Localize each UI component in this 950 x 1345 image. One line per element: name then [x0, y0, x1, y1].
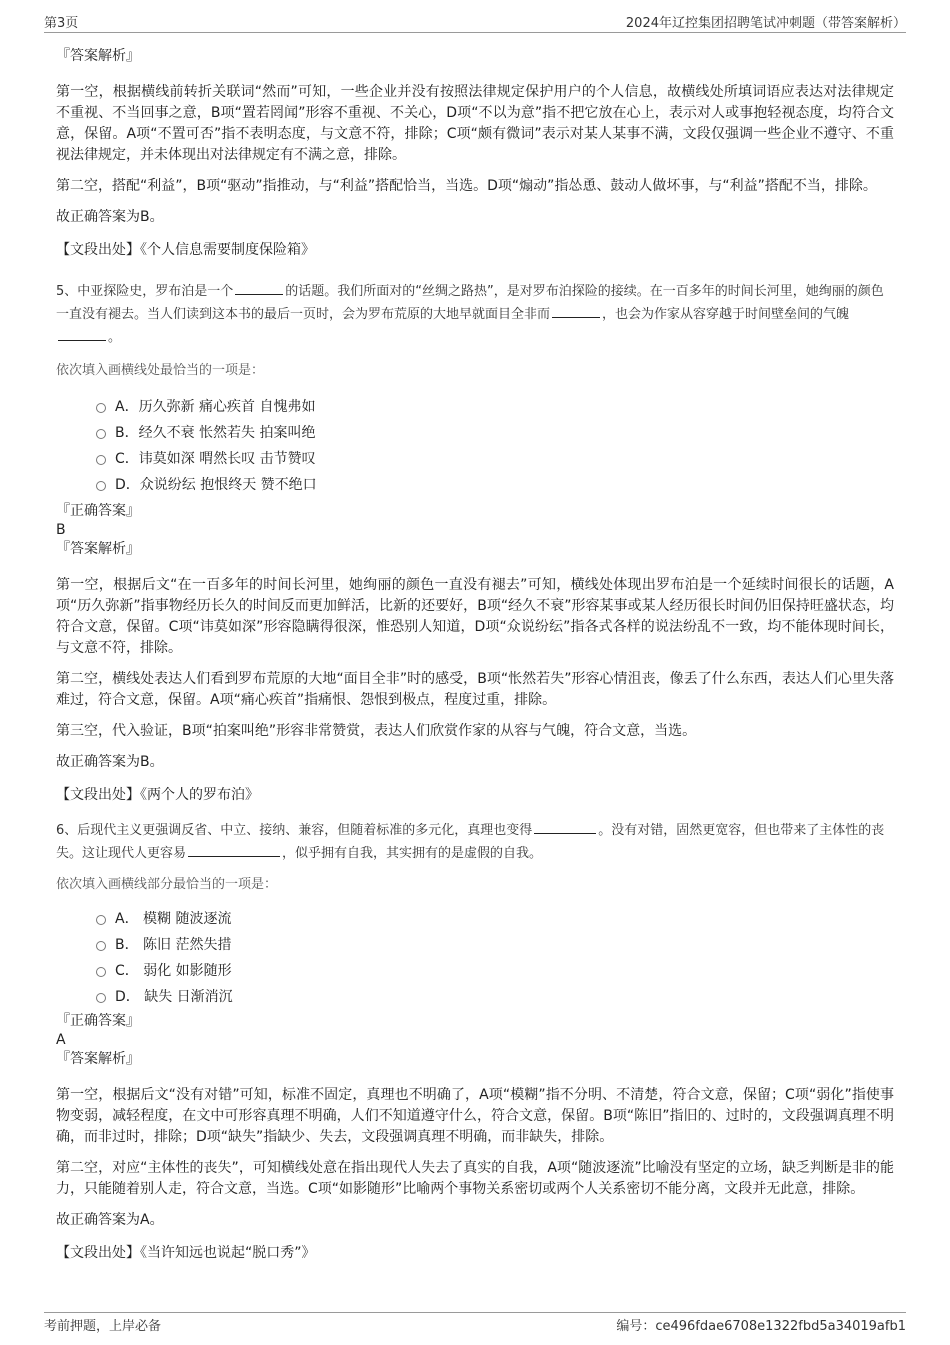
page-content	[56, 44, 894, 1263]
correct-answer-tag: 『正确答案』	[56, 1013, 140, 1029]
analysis-tag: 『答案解析』	[56, 1051, 140, 1067]
option-b[interactable]: B． 陈旧 茫然失措	[96, 931, 894, 957]
radio-icon[interactable]	[96, 967, 106, 977]
answer-blank	[188, 842, 280, 857]
analysis-paragraph: 第二空，横线处表达人们看到罗布荒原的大地“面目全非”时的感受，B项“怅然若失”形容心情沮丧，像丢了什么东西，表达人们心里失落难过，符合文意，保留。A项“痛心疾首”指痛恨、怨恨到极点，程度过重，排除。	[56, 671, 894, 708]
analysis-paragraph: 第一空，根据横线前转折关联词“然而”可知，一些企业并没有按照法律规定保护用户的个人信息，故横线处所填词语应表达对法律规定不重视、不当回事之意，B项“置若罔闻”形容不重视、不关心，D项“不以为意”指不把它放在心上，表示对人或事抱轻视态度，均符合文意，保留。A项“不置可否”指不表明态度，与文意不符，排除；C项“颇有微词”表示对某人某事不满，文段仅强调一些企业不遵守、不重视法律规定，并未体现出对法律规定有不满之意，排除。	[56, 84, 894, 163]
radio-icon[interactable]	[96, 481, 106, 491]
document-id: 编号：ce496fdae6708e1322fbd5a34019afb1	[616, 1319, 906, 1334]
correct-answer: B	[56, 522, 66, 538]
answer-blank	[552, 303, 600, 318]
radio-icon[interactable]	[96, 455, 106, 465]
radio-icon[interactable]	[96, 993, 106, 1003]
analysis-paragraph: 第二空，对应“主体性的丧失”，可知横线处意在指出现代人失去了真实的自我，A项“随波逐流”比喻没有坚定的立场，缺乏判断是非的能力，只能随着别人走，符合文意，当选。C项“如影随形”比喻两个事物关系密切或两个人关系密切不能分离，文段并无此意，排除。	[56, 1160, 894, 1197]
source-citation: 【文段出处】《两个人的罗布泊》	[56, 787, 259, 803]
analysis-paragraph: 第一空，根据后文“在一百多年的时间长河里，她绚丽的颜色一直没有褪去”可知，横线处体现出罗布泊是一个延续时间很长的话题，A项“历久弥新”指事物经历长久的时间反而更加鲜活，比新的还要好，B项“经久不衰”形容某事或某人经历很长时间仍旧保持旺盛状态，均符合文意，保留。C项“讳莫如深”形容隐瞒得很深，惟恐别人知道，D项“众说纷纭”指各式各样的说法纷乱不一致，均不能体现时间长，与文意不符，排除。	[56, 577, 894, 656]
option-a[interactable]: A． 模糊 随波逐流	[96, 905, 894, 931]
page-footer	[44, 1312, 906, 1335]
correct-answer: A	[56, 1032, 66, 1048]
analysis-paragraph: 第一空，根据后文“没有对错”可知，标准不固定，真理也不明确了，A项“模糊”指不分明、不清楚，符合文意，保留；C项“弱化”指使事物变弱，减轻程度，在文中可形容真理不明确，人们不知道遵守什么，符合文意，保留。B项“陈旧”指旧的、过时的，文段强调真理不明确，而非过时，排除；D项“缺失”指缺少、失去，文段强调真理不明确，而非缺失，排除。	[56, 1087, 894, 1145]
source-citation: 【文段出处】《个人信息需要制度保险箱》	[56, 242, 315, 258]
analysis-tag: 『答案解析』	[56, 541, 140, 557]
analysis-tag: 『答案解析』	[56, 48, 140, 64]
radio-icon[interactable]	[96, 403, 106, 413]
analysis-paragraph: 第二空，搭配“利益”，B项“驱动”指推动，与“利益”搭配恰当，当选。D项“煽动”指怂恿、鼓动人做坏事，与“利益”搭配不当，排除。	[56, 178, 877, 194]
options-list	[56, 393, 894, 497]
analysis-paragraph: 第三空，代入验证，B项“拍案叫绝”形容非常赞赏，表达人们欣赏作家的从容与气魄，符合文意，当选。	[56, 723, 697, 739]
option-b[interactable]: B．经久不衰 怅然若失 拍案叫绝	[96, 419, 894, 445]
option-a[interactable]: A．历久弥新 痛心疾首 自愧弗如	[96, 393, 894, 419]
option-c[interactable]: C． 弱化 如影随形	[96, 957, 894, 983]
question-6-text: 6、后现代主义更强调反省、中立、接纳、兼容，但随着标准的多元化，真理也变得 。没有对错，固然更宽容，但也带来了主体性的丧失。这让现代人更容易 ，似乎拥有自我，其实拥有的是虚假的自我。	[56, 819, 894, 865]
radio-icon[interactable]	[96, 429, 106, 439]
answer-blank	[534, 819, 596, 834]
options-list	[56, 905, 894, 1009]
conclusion: 故正确答案为B。	[56, 754, 164, 770]
answer-blank	[235, 280, 283, 295]
footer-slogan: 考前押题，上岸必备	[44, 1319, 162, 1334]
question-prompt: 依次填入画横线部分最恰当的一项是：	[56, 877, 278, 892]
radio-icon[interactable]	[96, 941, 106, 951]
question-5-text: 5、中亚探险史，罗布泊是一个 的话题。我们所面对的“丝绸之路热”，是对罗布泊探险的接续。在一百多年的时间长河里，她绚丽的颜色一直没有褪去。当人们读到这本书的最后一页时，会为罗布荒原的大地早就面目全非而 ，也会为作家从容穿越于时间壁垒间的气魄。	[56, 280, 894, 349]
page-header	[44, 12, 906, 33]
radio-icon[interactable]	[96, 915, 106, 925]
option-d[interactable]: D．众说纷纭 抱恨终天 赞不绝口	[96, 471, 894, 497]
option-d[interactable]: D． 缺失 日渐消沉	[96, 983, 894, 1009]
answer-blank	[58, 326, 106, 341]
conclusion: 故正确答案为B。	[56, 209, 164, 225]
option-c[interactable]: C．讳莫如深 喟然长叹 击节赞叹	[96, 445, 894, 471]
document-title: 2024年辽控集团招聘笔试冲刺题（带答案解析）	[625, 16, 906, 31]
question-prompt: 依次填入画横线处最恰当的一项是：	[56, 363, 265, 378]
correct-answer-tag: 『正确答案』	[56, 503, 140, 519]
page-number: 第3页	[44, 16, 79, 31]
source-citation: 【文段出处】《当许知远也说起“脱口秀”》	[56, 1245, 316, 1261]
conclusion: 故正确答案为A。	[56, 1212, 164, 1228]
